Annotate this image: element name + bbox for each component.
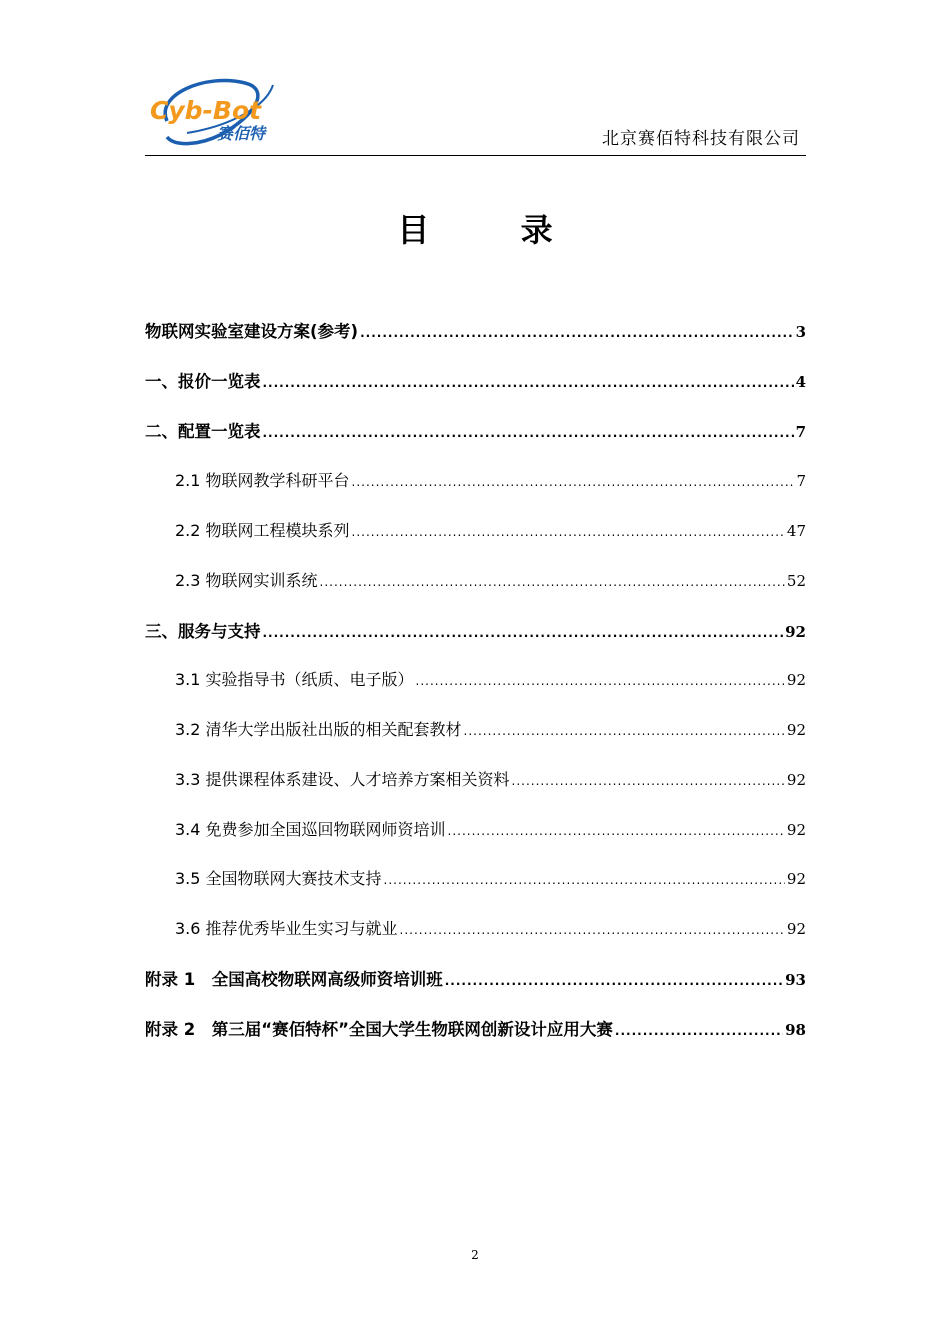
toc-entry-page: 92 [786,721,806,739]
toc-entry-page: 7 [796,472,806,490]
toc-leader [263,626,784,640]
toc-entry-label: 附录 1 全国高校物联网高级师资培训班 [145,970,443,989]
page-header [145,75,806,156]
toc-entry-page: 7 [795,423,806,441]
toc-entry[interactable] [145,518,806,541]
page-title: 目 录 [397,211,553,249]
toc-entry-page: 93 [785,971,806,989]
toc-entry-label: 2.1 物联网教学科研平台 [175,471,350,490]
toc-entry[interactable] [145,717,806,740]
toc-entry-label: 3.4 免费参加全国巡回物联网师资培训 [175,820,446,839]
toc-entry-page: 92 [786,870,806,888]
toc-entry[interactable] [145,817,806,840]
cyb-bot-logo [145,75,295,149]
toc-entry-label: 3.2 清华大学出版社出版的相关配套教材 [175,720,462,739]
toc-entry[interactable] [145,966,806,990]
toc-entry-page: 92 [786,920,806,938]
toc-entry[interactable] [145,468,806,491]
toc-leader [400,923,785,937]
toc-leader [263,376,794,390]
toc-entry-label: 二、配置一览表 [145,422,261,441]
toc-leader [464,724,785,738]
logo-wordmark: Cyb-Bot [150,96,262,125]
page-number: 2 [471,1248,479,1262]
toc-leader [263,426,794,440]
logo-subtitle: 赛佰特 [217,124,266,143]
toc-leader [416,674,785,688]
toc-entry-page: 92 [786,771,806,789]
toc-entry[interactable] [145,767,806,790]
toc-leader [352,525,785,539]
toc-leader [512,774,785,788]
toc-entry-label: 附录 2 第三届“赛佰特杯”全国大学生物联网创新设计应用大赛 [145,1020,613,1039]
toc-entry-page: 92 [786,671,806,689]
toc-entry-label: 2.3 物联网实训系统 [175,571,318,590]
toc-leader [615,1024,783,1038]
toc-entry[interactable] [145,418,806,442]
toc-leader [384,873,785,887]
toc-leader [352,475,795,489]
toc-entry-label: 3.5 全国物联网大赛技术支持 [175,869,382,888]
toc-entry[interactable] [145,916,806,939]
toc-entry[interactable] [145,866,806,889]
toc-entry-page: 52 [786,572,806,590]
toc-entry-label: 一、报价一览表 [145,372,261,391]
toc-entry-page: 92 [785,623,806,641]
toc-leader [360,326,793,340]
toc-entry-label: 三、服务与支持 [145,622,261,641]
toc-entry-page: 3 [795,323,806,341]
toc-entry[interactable] [145,618,806,642]
toc-entry-page: 47 [786,522,806,540]
toc-entry-label: 2.2 物联网工程模块系列 [175,521,350,540]
company-name: 北京赛佰特科技有限公司 [602,129,800,149]
toc-entry-page: 4 [795,373,806,391]
toc-entry-page: 92 [786,821,806,839]
toc-entry-label: 3.6 推荐优秀毕业生实习与就业 [175,919,398,938]
toc-entry-label: 物联网实验室建设方案(参考) [145,322,359,341]
toc-entry[interactable] [145,368,806,392]
toc-entry-page: 98 [785,1021,806,1039]
toc-entry[interactable] [145,568,806,591]
toc-leader [320,575,785,589]
toc-leader [448,824,785,838]
toc-entry[interactable] [145,318,806,342]
toc-entry[interactable] [145,667,806,690]
toc-entry-label: 3.1 实验指导书（纸质、电子版） [175,670,414,689]
toc-entry[interactable] [145,1016,806,1040]
toc-entry-label: 3.3 提供课程体系建设、人才培养方案相关资料 [175,770,510,789]
toc-leader [445,974,783,988]
